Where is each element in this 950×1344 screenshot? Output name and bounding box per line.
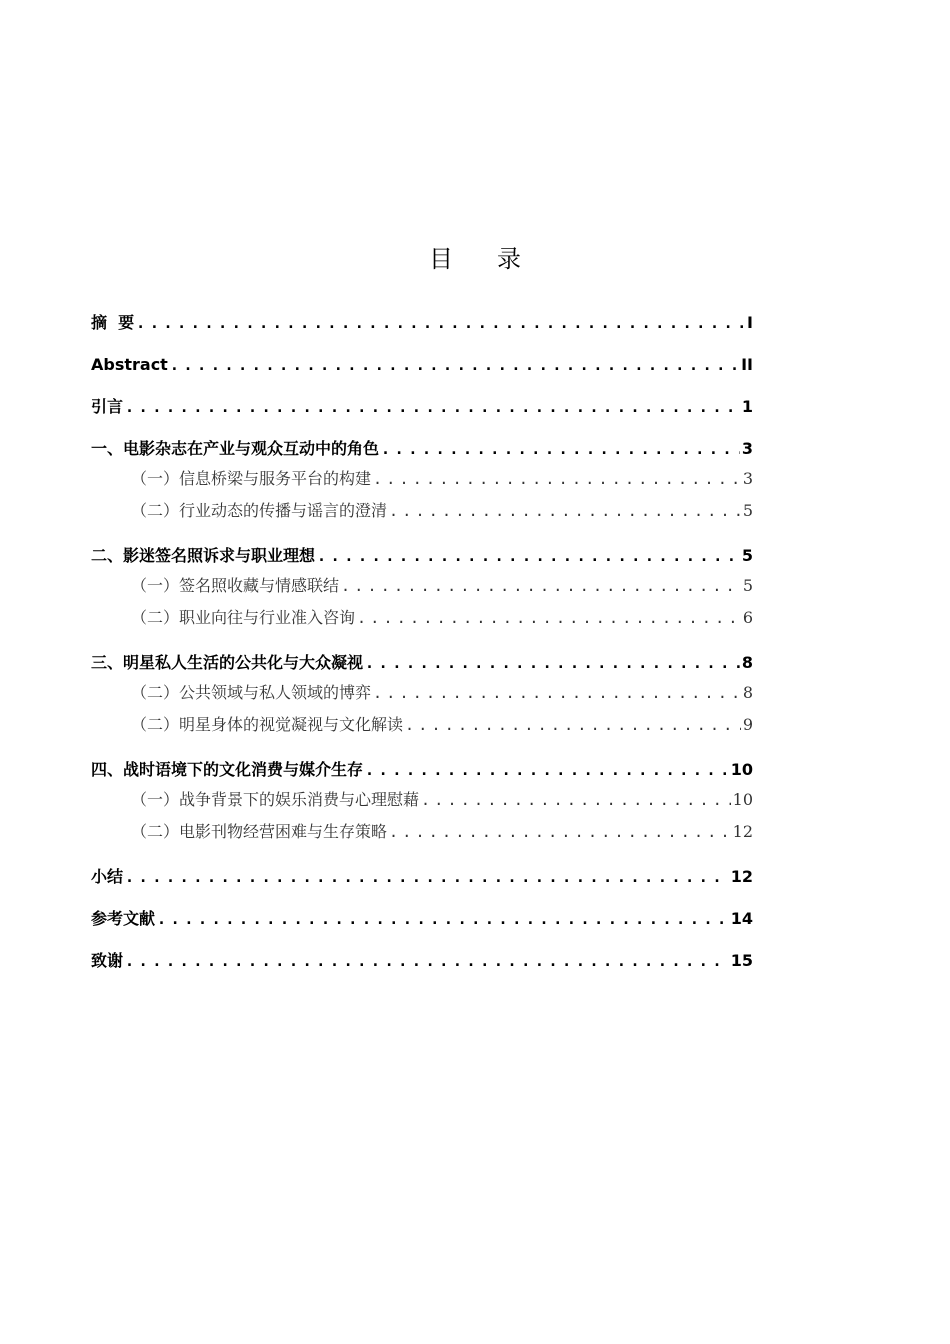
toc-entry-title: 引言: [91, 397, 124, 416]
toc-entry-title: （二）明星身体的视觉凝视与文化解读: [131, 715, 404, 734]
toc-entry-title: 小结: [91, 867, 124, 886]
toc-entry-page: 5: [741, 546, 753, 565]
toc-entry-title: 三、明星私人生活的公共化与大众凝视: [91, 653, 364, 672]
toc-entry-title: （一）签名照收藏与情感联结: [131, 576, 340, 595]
toc-entry-title: （二）职业向往与行业准入咨询: [131, 608, 356, 627]
toc-entry-section-3-2[interactable]: [91, 712, 753, 753]
toc-entry-page: 6: [742, 608, 753, 627]
toc-leader-dots: [125, 944, 729, 978]
toc-heading: 目录: [429, 245, 565, 273]
toc-entry-page: 1: [741, 397, 753, 416]
toc-entry-abstract-en[interactable]: [91, 348, 753, 390]
toc-entry-page: I: [747, 313, 753, 332]
toc-entry-title: （二）公共领域与私人领域的博弈: [131, 683, 372, 702]
toc-leader-dots: [365, 753, 729, 787]
toc-entry-section-1-1[interactable]: [91, 466, 753, 498]
toc-entry-title: （一）战争背景下的娱乐消费与心理慰藉: [131, 790, 420, 809]
toc-entry-title: （二）行业动态的传播与谣言的澄清: [131, 501, 388, 520]
toc-entry-acknowledgements[interactable]: [91, 944, 753, 986]
toc-entry-page: II: [741, 355, 753, 374]
toc-leader-dots: [125, 860, 729, 894]
toc-leader-dots: [136, 306, 745, 340]
toc-entry-page: 12: [730, 867, 753, 886]
toc-leader-dots: [157, 902, 729, 936]
toc-entry-section-4-1[interactable]: [91, 787, 753, 819]
toc-entry-chapter-1[interactable]: [91, 432, 753, 466]
toc-leader-dots: [421, 787, 731, 813]
toc-entry-page: 9: [742, 715, 753, 734]
toc-leader-dots: [365, 646, 740, 680]
toc-entry-section-4-2[interactable]: [91, 819, 753, 860]
toc-entry-section-2-2[interactable]: [91, 605, 753, 646]
toc-entry-page: 8: [742, 683, 753, 702]
toc-entry-title: （二）电影刊物经营困难与生存策略: [131, 822, 388, 841]
toc-entry-title: 一、电影杂志在产业与观众互动中的角色: [91, 439, 380, 458]
toc-entry-page: 10: [730, 760, 753, 779]
toc-entry-page: 10: [732, 790, 753, 809]
toc-entry-introduction[interactable]: [91, 390, 753, 432]
toc-leader-dots: [317, 539, 740, 573]
toc-entry-title: 参考文献: [91, 909, 156, 928]
table-of-contents: [91, 306, 753, 986]
toc-entry-references[interactable]: [91, 902, 753, 944]
toc-leader-dots: [389, 819, 731, 845]
toc-entry-title: 摘 要: [91, 313, 135, 332]
toc-entry-page: 15: [730, 951, 753, 970]
toc-entry-page: 5: [742, 501, 753, 520]
toc-leader-dots: [405, 712, 741, 738]
toc-entry-title: Abstract: [91, 355, 168, 374]
toc-entry-title: （一）信息桥梁与服务平台的构建: [131, 469, 372, 488]
toc-entry-section-2-1[interactable]: [91, 573, 753, 605]
toc-entry-title: 致谢: [91, 951, 124, 970]
toc-entry-page: 12: [732, 822, 753, 841]
toc-entry-title: 二、影迷签名照诉求与职业理想: [91, 546, 316, 565]
toc-leader-dots: [125, 390, 740, 424]
toc-entry-title: 四、战时语境下的文化消费与媒介生存: [91, 760, 364, 779]
toc-leader-dots: [341, 573, 741, 599]
toc-entry-chapter-2[interactable]: [91, 539, 753, 573]
toc-entry-page: 3: [742, 469, 753, 488]
toc-leader-dots: [357, 605, 741, 631]
toc-leader-dots: [373, 466, 741, 492]
toc-leader-dots: [381, 432, 740, 466]
toc-entry-section-1-2[interactable]: [91, 498, 753, 539]
toc-entry-section-3-1[interactable]: [91, 680, 753, 712]
toc-entry-page: 3: [741, 439, 753, 458]
toc-entry-chapter-3[interactable]: [91, 646, 753, 680]
toc-entry-summary[interactable]: [91, 860, 753, 902]
toc-leader-dots: [373, 680, 741, 706]
toc-leader-dots: [389, 498, 741, 524]
toc-entry-page: 14: [730, 909, 753, 928]
toc-entry-abstract-cn[interactable]: [91, 306, 753, 348]
toc-entry-page: 5: [742, 576, 753, 595]
toc-entry-page: 8: [741, 653, 753, 672]
toc-entry-chapter-4[interactable]: [91, 753, 753, 787]
toc-leader-dots: [170, 348, 739, 382]
